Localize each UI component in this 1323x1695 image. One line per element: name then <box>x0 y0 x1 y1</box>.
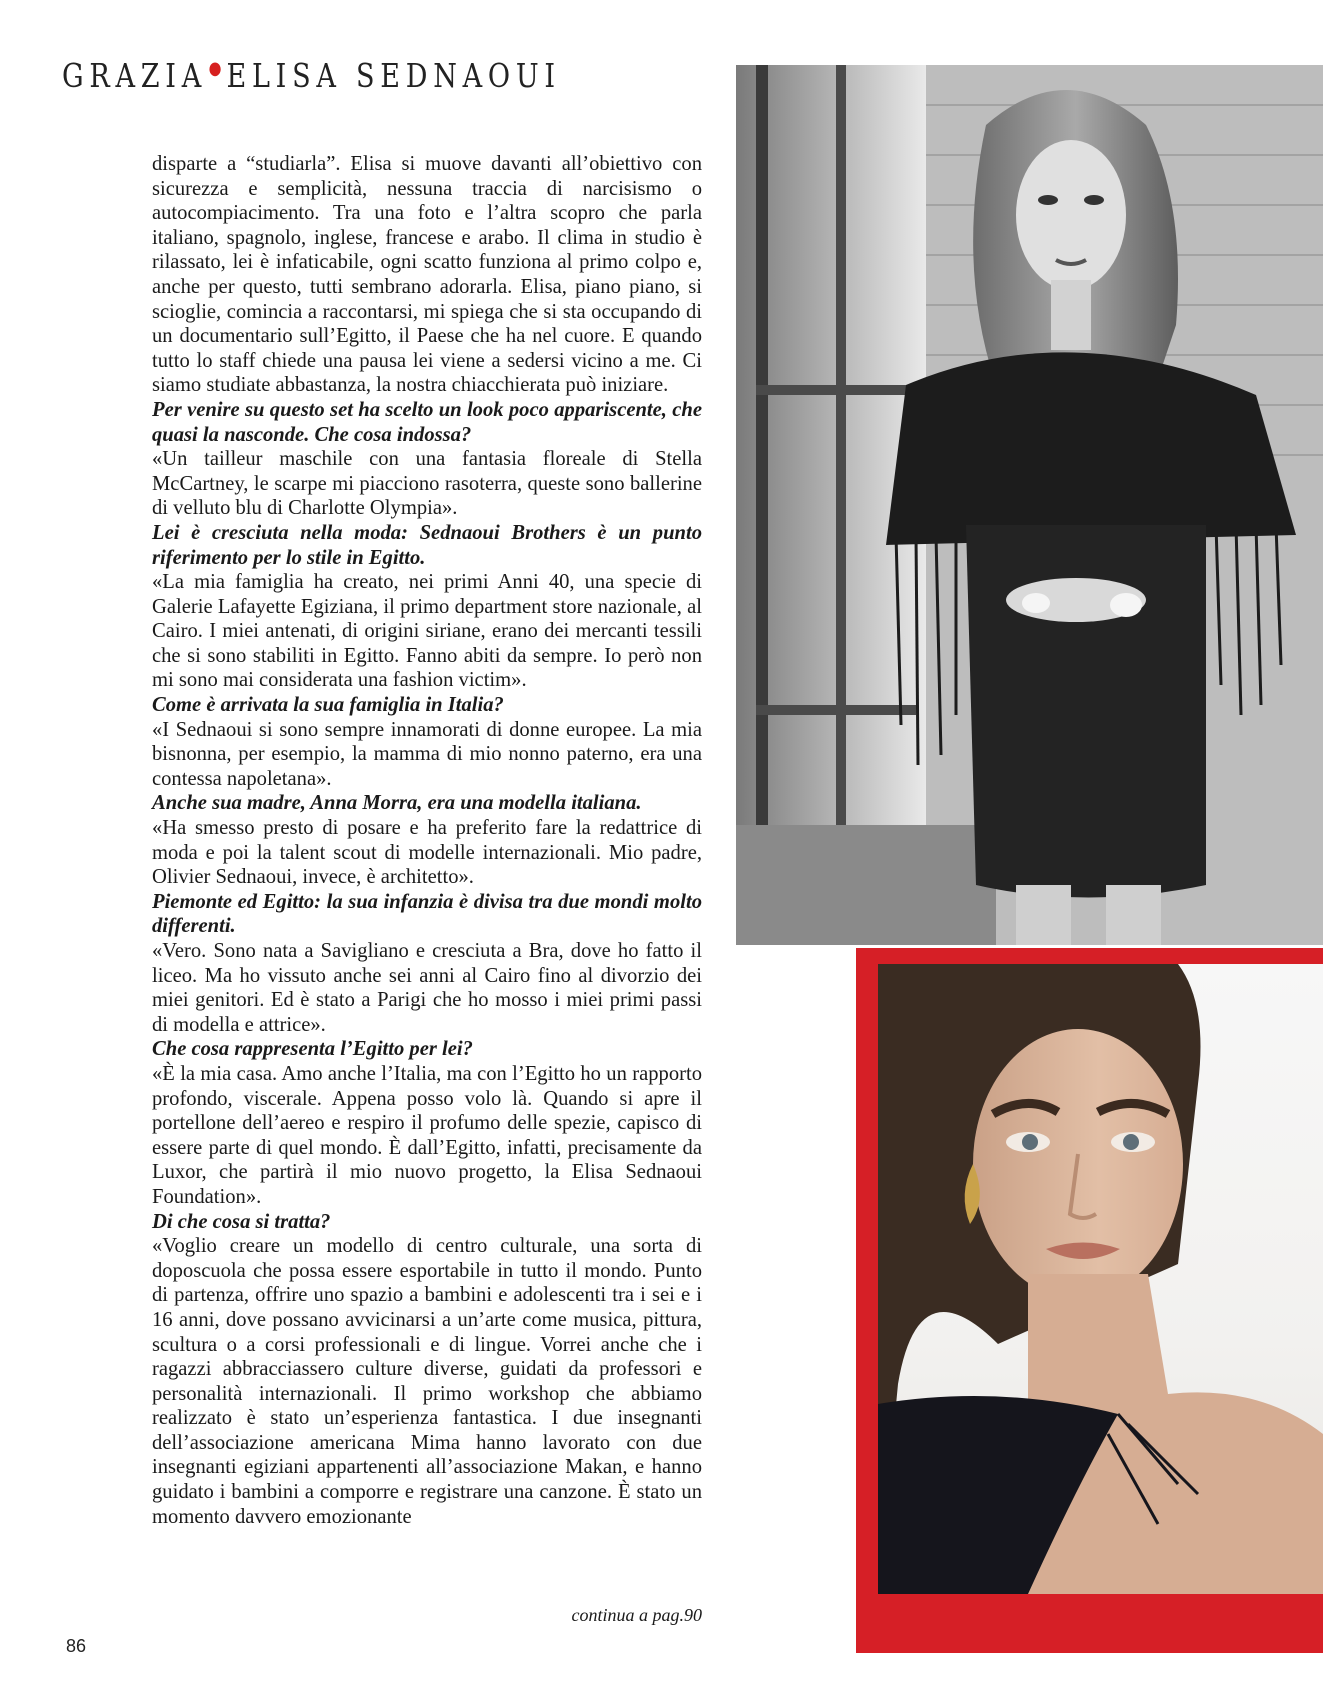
page-number: 86 <box>66 1636 87 1656</box>
interview-answer: «Ha smesso presto di posare e ha preferito fare la redattrice di moda e poi la talent scout di modelle internazionali. Mio padre, Olivier Sednaoui, invece, è architetto». <box>152 817 702 889</box>
brand-dot: ● <box>208 58 222 79</box>
interview-answer: «Un tailleur maschile con una fantasia floreale di Stella McCartney, le scarpe mi piacciono rasoterra, queste sono ballerine di velluto blu di Charlotte Olympia». <box>152 448 702 520</box>
color-portrait-photo <box>878 964 1323 1594</box>
brand-name: GRAZIA <box>62 56 208 95</box>
interview-answer: «I Sednaoui si sono sempre innamorati di donne europee. La mia bisnonna, per esempio, la mamma di mio nonno paterno, era una contessa napoletana». <box>152 718 702 790</box>
bw-portrait-illustration <box>736 65 1323 945</box>
color-portrait-illustration <box>878 964 1323 1594</box>
interview-answer: «È la mia casa. Amo anche l’Italia, ma con l’Egitto ho un rapporto profondo, viscerale. Appena posso volo là. Quando si apre il portellone dell’aereo e respiro il profumo delle spezie, capisco di essere parte di quel mondo. È dall’Egitto, infatti, precisamente da Luxor, che partirà il mio nuovo progetto, la Elisa Sednaoui Foundation». <box>152 1062 702 1208</box>
color-portrait-frame <box>856 948 1323 1653</box>
interview-question: Anche sua madre, Anna Morra, era una modella italiana. <box>152 792 642 815</box>
continued-on-link: continua a pag.90 <box>571 1605 702 1625</box>
interview-question: Di che cosa si tratta? <box>152 1210 331 1233</box>
interview-question: Lei è cresciuta nella moda: Sednaoui Brothers è un punto riferimento per lo stile in Egitto. <box>152 521 702 569</box>
bw-portrait-photo <box>736 65 1323 945</box>
interview-question: Per venire su questo set ha scelto un look poco appariscente, che quasi la nasconde. Che cosa indossa? <box>152 398 702 446</box>
paragraph: disparte a “studiarla”. Elisa si muove davanti all’obiettivo con sicurezza e semplicità, nessuna traccia di narcisismo o autocompiacimento. Tra una foto e l’altra scopro che parla italiano, spagnolo, inglese, francese e arabo. Il clima in studio è rilassato, lei è infaticabile, ogni scatto funziona al primo colpo e, anche per questo, tutti sembrano adorarla. Elisa, piano piano, si scioglie, comincia a raccontarsi, mi spiega che si sta occupando di un documentario sull’Egitto, il Paese che ha nel cuore. E quando tutto lo staff chiede una pausa lei viene a sedersi vicino a me. Ci siamo studiate abbastanza, la nostra chiacchierata può iniziare. <box>152 153 702 397</box>
interview-answer: «Voglio creare un modello di centro culturale, una sorta di doposcuola che possa essere esportabile in tutto il mondo. Punto di partenza, offrire uno spazio a bambini e adolescenti tra i sei e i 16 anni, dove possano avvicinarsi a un’arte come musica, pittura, scultura o a corsi professionali e di lingue. Vorrei anche che i ragazzi abbracciassero culture diverse, guidati da professori e personalità internazionali. Il primo workshop che abbiamo realizzato è stato un’esperienza fantastica. I due insegnanti dell’associazione americana Mima hanno lavorato con due insegnanti egiziani appartenenti all’associazione Makan, e hanno guidato i bambini a comporre e registrare una canzone. È stato un momento davvero emozionante <box>152 1235 702 1528</box>
interview-question: Come è arrivata la sua famiglia in Italia? <box>152 694 504 717</box>
article-subject: ELISA SEDNAOUI <box>226 56 561 95</box>
article-body <box>152 152 702 1529</box>
interview-answer: «Vero. Sono nata a Savigliano e cresciuta a Bra, dove ho fatto il liceo. Ma ho vissuto anche sei anni al Cairo fino al divorzio dei miei genitori. Ed è stato a Parigi che ho mosso i miei primi passi di modella e attrice». <box>152 940 702 1036</box>
interview-answer: «La mia famiglia ha creato, nei primi Anni 40, una specie di Galerie Lafayette Egiziana, il primo department store nazionale, al Cairo. I miei antenati, di origini siriane, erano dei mercanti tessili che si sono stabiliti in Egitto. Fanno abiti da sempre. Io però non mi sono mai considerata una fashion victim». <box>152 571 702 692</box>
interview-question: Che cosa rappresenta l’Egitto per lei? <box>152 1038 473 1061</box>
magazine-header <box>62 56 561 95</box>
interview-question: Piemonte ed Egitto: la sua infanzia è divisa tra due mondi molto differenti. <box>152 890 702 938</box>
